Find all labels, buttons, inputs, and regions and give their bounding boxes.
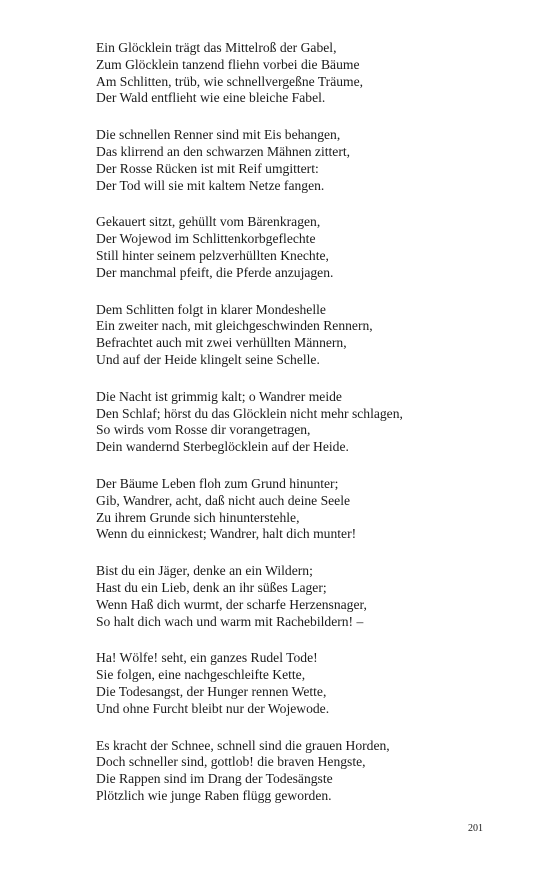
poem-line: Die Todesangst, der Hunger rennen Wette, xyxy=(96,683,327,699)
stanza-8 xyxy=(96,650,536,717)
poem-line: Die schnellen Renner sind mit Eis behangen, xyxy=(96,127,341,143)
stanza-3 xyxy=(96,214,536,281)
poem-line: Zum Glöcklein tanzend fliehn vorbei die Bäume xyxy=(96,56,360,72)
poem-line: Der Wojewod im Schlittenkorbgeflechte xyxy=(96,231,316,247)
poem-line: Die Nacht ist grimmig kalt; o Wandrer meide xyxy=(96,388,342,404)
page-number: 201 xyxy=(468,823,483,834)
poem-line: Gib, Wandrer, acht, daß nicht auch deine Seele xyxy=(96,492,351,508)
poem-line: Am Schlitten, trüb, wie schnellvergeßne Träume, xyxy=(96,73,364,89)
poem-line: Sie folgen, eine nachgeschleifte Kette, xyxy=(96,667,306,683)
stanza-2 xyxy=(96,127,536,194)
poem-line: Der Rosse Rücken ist mit Reif umgittert: xyxy=(96,160,319,176)
poem-line: Dem Schlitten folgt in klarer Mondeshelle xyxy=(96,301,326,317)
poem-line: Hast du ein Lieb, denk an ihr süßes Lager; xyxy=(96,579,327,595)
poem-line: Dein wandernd Sterbeglöcklein auf der Heide. xyxy=(96,439,349,455)
poem-line: Der Tod will sie mit kaltem Netze fangen. xyxy=(96,177,325,193)
stanza-7 xyxy=(96,563,536,630)
poem-body xyxy=(96,40,536,825)
poem-line: Zu ihrem Grunde sich hinunterstehle, xyxy=(96,509,300,525)
poem-line: So wirds vom Rosse dir vorangetragen, xyxy=(96,422,311,438)
poem-line: Die Rappen sind im Drang der Todesängste xyxy=(96,771,333,787)
poem-line: Den Schlaf; hörst du das Glöcklein nicht mehr schlagen, xyxy=(96,405,403,421)
stanza-4 xyxy=(96,302,536,369)
stanza-1 xyxy=(96,40,536,107)
poem-line: Wenn Haß dich wurmt, der scharfe Herzensnager, xyxy=(96,596,367,612)
poem-line: Der Bäume Leben floh zum Grund hinunter; xyxy=(96,475,339,491)
poem-line: Der Wald entflieht wie eine bleiche Fabel. xyxy=(96,90,326,106)
poem-line: Doch schneller sind, gottlob! die braven Hengste, xyxy=(96,754,366,770)
poem-line: Plötzlich wie junge Raben flügg geworden. xyxy=(96,787,332,803)
poem-line: Wenn du einnickest; Wandrer, halt dich munter! xyxy=(96,526,357,542)
poem-line: So halt dich wach und warm mit Rachebildern! – xyxy=(96,613,364,629)
poem-line: Ha! Wölfe! seht, ein ganzes Rudel Tode! xyxy=(96,650,318,666)
poem-line: Still hinter seinem pelzverhüllten Knechte, xyxy=(96,247,329,263)
poem-line: Ein zweiter nach, mit gleichgeschwinden Rennern, xyxy=(96,318,373,334)
poem-line: Bist du ein Jäger, denke an ein Wildern; xyxy=(96,563,313,579)
poem-line: Es kracht der Schnee, schnell sind die grauen Horden, xyxy=(96,737,390,753)
poem-line: Der manchmal pfeift, die Pferde anzujagen. xyxy=(96,264,334,280)
poem-line: Und ohne Furcht bleibt nur der Wojewode. xyxy=(96,700,330,716)
poem-line: Befrachtet auch mit zwei verhüllten Männern, xyxy=(96,335,347,351)
poem-line: Ein Glöcklein trägt das Mittelroß der Gabel, xyxy=(96,40,337,55)
poem-line: Das klirrend an den schwarzen Mähnen zittert, xyxy=(96,143,351,159)
poem-line: Und auf der Heide klingelt seine Schelle. xyxy=(96,351,320,367)
stanza-9 xyxy=(96,738,536,805)
stanza-5 xyxy=(96,389,536,456)
stanza-6 xyxy=(96,476,536,543)
poem-line: Gekauert sitzt, gehüllt vom Bärenkragen, xyxy=(96,214,321,230)
